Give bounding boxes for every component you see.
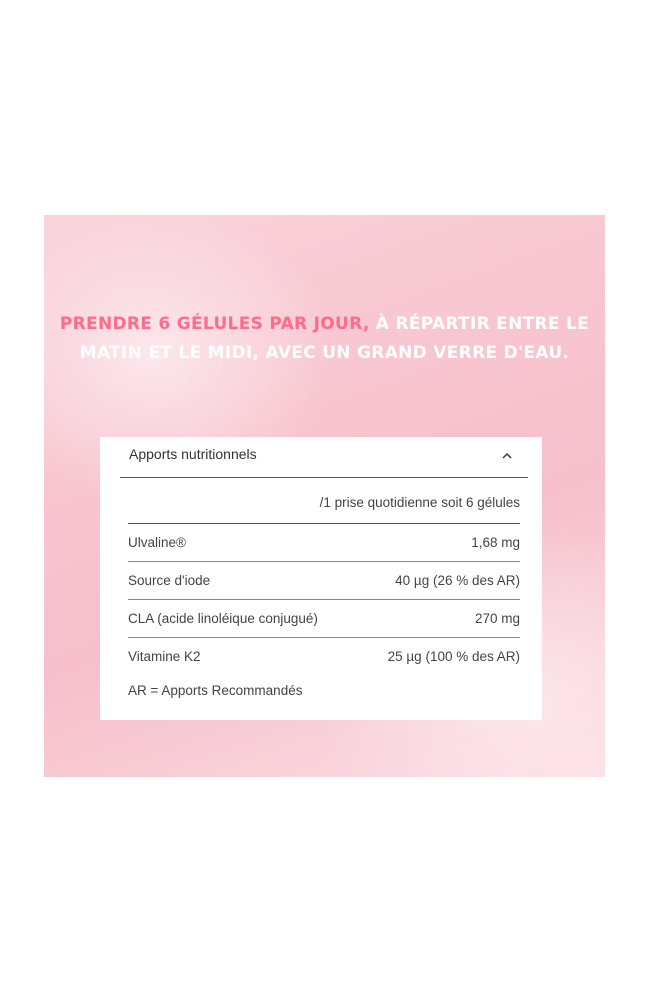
nutrient-value: 270 mg xyxy=(474,611,520,626)
accordion-title: Apports nutritionnels xyxy=(129,446,257,462)
nutrient-name: Ulvaline® xyxy=(128,535,186,550)
nutrition-table xyxy=(128,489,520,703)
accordion-header[interactable] xyxy=(120,437,528,478)
nutrient-name: Vitamine K2 xyxy=(128,649,201,664)
table-column-header: /1 prise quotidienne soit 6 gélules xyxy=(128,489,520,524)
table-footnote: AR = Apports Recommandés xyxy=(128,683,303,698)
chevron-up-icon[interactable] xyxy=(500,449,514,463)
usage-instructions xyxy=(44,310,605,368)
nutrition-accordion xyxy=(100,437,542,720)
nutrient-value: 1,68 mg xyxy=(471,535,520,550)
table-row xyxy=(128,524,520,562)
table-row xyxy=(128,638,520,675)
nutrient-value: 40 µg (26 % des AR) xyxy=(395,573,520,588)
usage-panel xyxy=(44,215,605,777)
nutrient-value: 25 µg (100 % des AR) xyxy=(387,649,520,664)
table-row xyxy=(128,600,520,638)
table-row xyxy=(128,562,520,600)
dosage-highlight: PRENDRE 6 GÉLULES PAR JOUR, xyxy=(59,314,370,334)
dosage-details: À RÉPARTIR ENTRE LE MATIN ET LE MIDI, AVEC UN GRAND VERRE D'EAU. xyxy=(79,314,590,363)
nutrient-name: Source d'iode xyxy=(128,573,211,588)
nutrient-name: CLA (acide linoléique conjugué) xyxy=(128,611,318,626)
